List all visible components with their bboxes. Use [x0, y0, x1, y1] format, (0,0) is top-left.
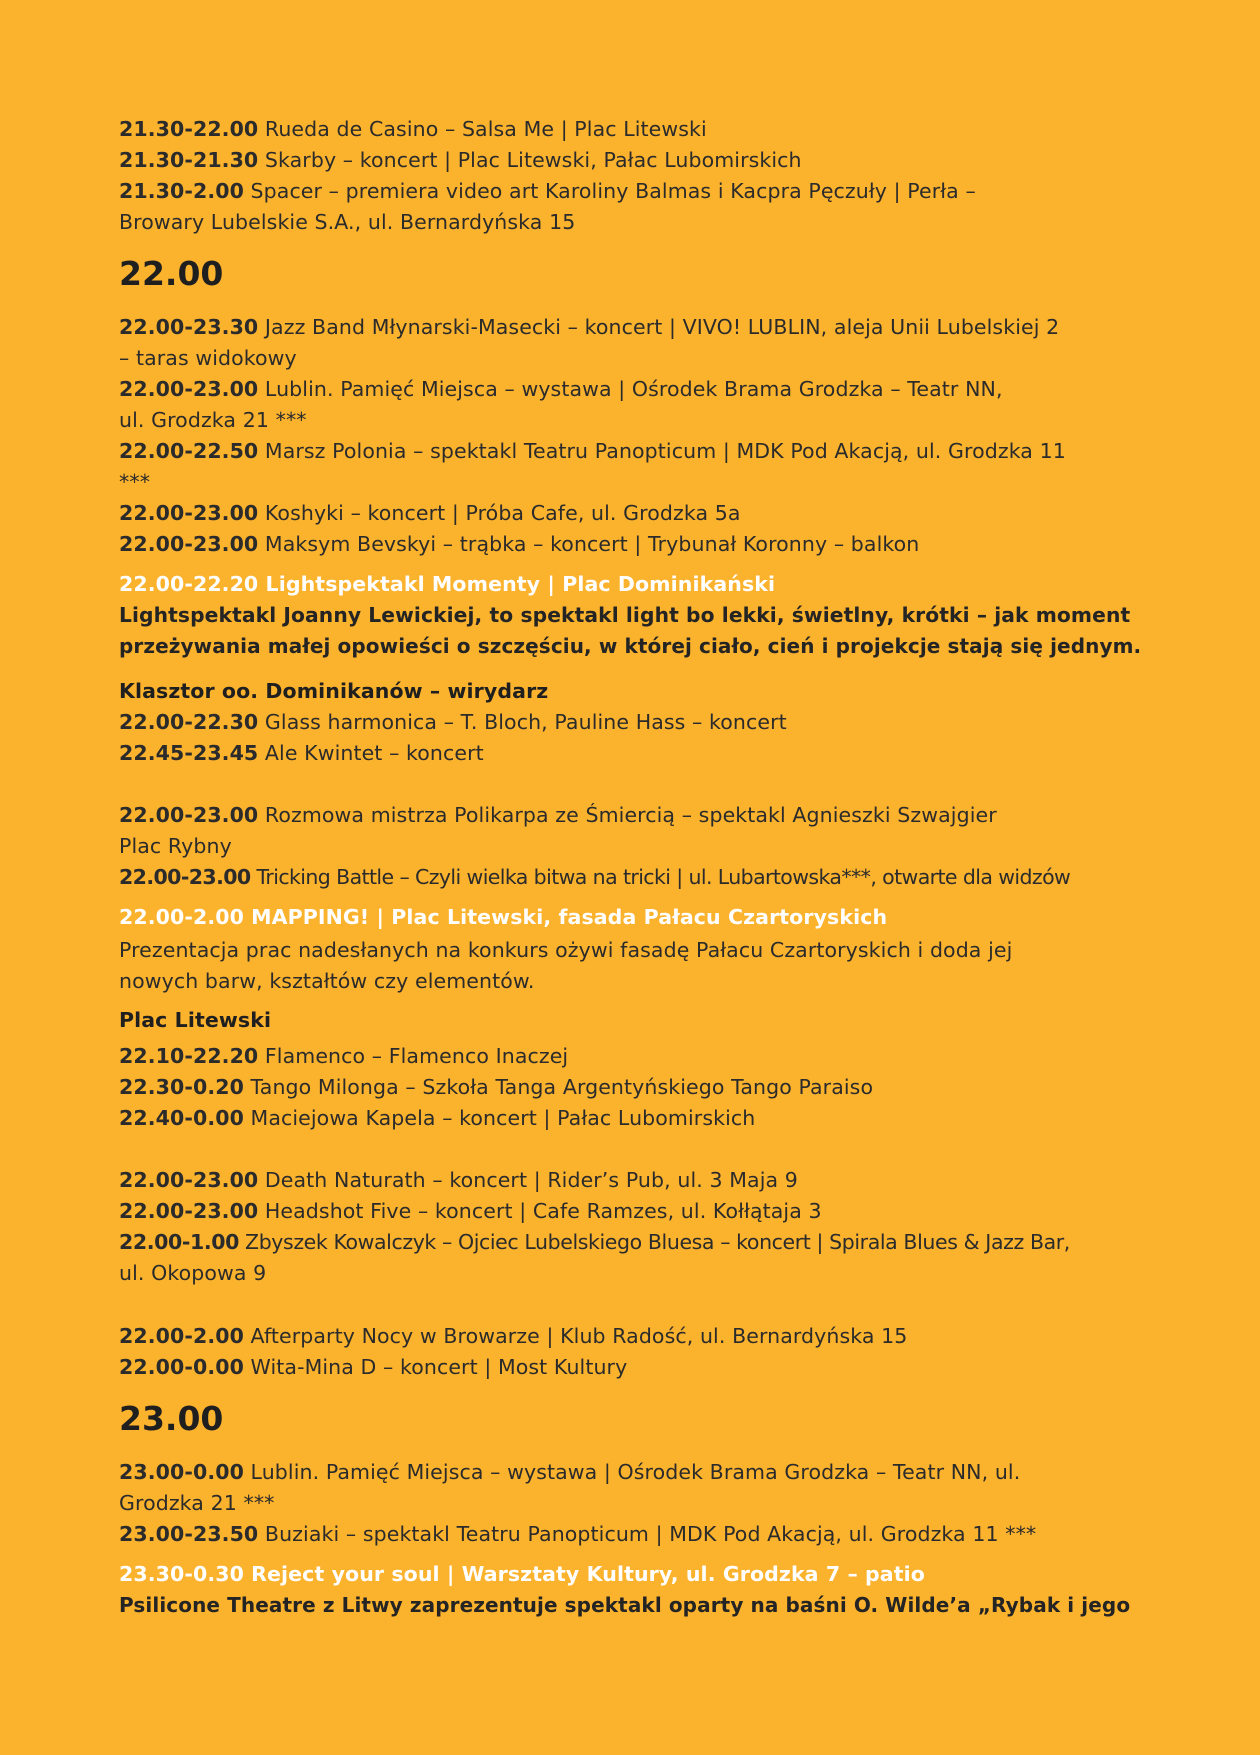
venue-subheading: Klasztor oo. Dominikanów – wirydarz: [119, 679, 549, 703]
event-line-continuation: [119, 467, 150, 498]
event-time: 22.10-22.20: [119, 1044, 259, 1068]
event-time: 21.30-22.00: [119, 117, 259, 141]
hour-heading-2300: 23.00: [119, 1399, 224, 1438]
highlight-event-title: 22.00-2.00 MAPPING! | Plac Litewski, fasada Pałacu Czartoryskich: [119, 905, 888, 929]
highlight-event-title: 22.00-22.20 Lightspektakl Momenty | Plac Dominikański: [119, 572, 776, 596]
event-line-continuation: [119, 207, 575, 238]
event-time: 22.00-23.00: [119, 377, 259, 401]
event-text: Tango Milonga – Szkoła Tanga Argentyńskiego Tango Paraiso: [243, 1075, 874, 1099]
event-text: Wita-Mina D – koncert | Most Kultury: [243, 1355, 628, 1379]
event-line-continuation: [119, 405, 307, 436]
highlight-event-description: przeżywania małej opowieści o szczęściu, w której ciało, cień i projekcje stają się jednym.: [119, 634, 1142, 658]
event-text: Maksym Bevskyi – trąbka – koncert | Trybunał Koronny – balkon: [258, 532, 920, 556]
event-time: 22.00-23.00: [119, 532, 259, 556]
event-line: [119, 498, 741, 529]
event-text: Afterparty Nocy w Browarze | Klub Radość, ul. Bernardyńska 15: [243, 1324, 908, 1348]
hour-heading-2200: 22.00: [119, 254, 224, 293]
event-text: Marsz Polonia – spektakl Teatru Panopticum | MDK Pod Akacją, ul. Grodzka 11: [258, 439, 1066, 463]
event-text: Flamenco – Flamenco Inaczej: [258, 1044, 569, 1068]
highlight-event-title: 23.30-0.30 Reject your soul | Warsztaty Kultury, ul. Grodzka 7 – patio: [119, 1562, 925, 1586]
event-text: Buziaki – spektakl Teatru Panopticum | MDK Pod Akacją, ul. Grodzka 11 ***: [258, 1522, 1037, 1546]
event-line: [119, 1103, 755, 1134]
event-text: Maciejowa Kapela – koncert | Pałac Lubomirskich: [243, 1106, 756, 1130]
event-text: Headshot Five – koncert | Cafe Ramzes, ul. Kołłątaja 3: [258, 1199, 822, 1223]
event-line: [119, 1352, 627, 1383]
event-line: [119, 529, 919, 560]
event-text: Rozmowa mistrza Polikarpa ze Śmiercią – spektakl Agnieszki Szwajgier: [258, 803, 997, 827]
event-time: 22.00-23.30: [119, 315, 259, 339]
event-time: 22.00-22.50: [119, 439, 259, 463]
event-time: 22.00-1.00: [119, 1230, 239, 1254]
event-text: Glass harmonica – T. Bloch, Pauline Hass – koncert: [258, 710, 787, 734]
event-text: Koshyki – koncert | Próba Cafe, ul. Grodzka 5a: [258, 501, 741, 525]
highlight-event-description: nowych barw, kształtów czy elementów.: [119, 969, 535, 993]
event-text: Grodzka 21 ***: [119, 1491, 275, 1515]
event-time: 22.00-22.30: [119, 710, 259, 734]
event-text: Ale Kwintet – koncert: [258, 741, 484, 765]
event-line: [119, 1321, 907, 1352]
event-line-continuation: [119, 1488, 275, 1519]
event-time: 22.30-0.20: [119, 1075, 244, 1099]
event-line: [119, 374, 1003, 405]
event-text: Skarby – koncert | Plac Litewski, Pałac Lubomirskich: [258, 148, 802, 172]
event-text: ul. Okopowa 9: [119, 1261, 267, 1285]
event-line: [119, 800, 997, 831]
event-time: 22.00-0.00: [119, 1355, 244, 1379]
venue-subheading: Plac Litewski: [119, 1008, 272, 1032]
event-time: 22.00-23.00: [119, 1168, 259, 1192]
event-time: 22.00-23.00: [119, 803, 259, 827]
event-text: Tricking Battle – Czyli wielka bitwa na tricki | ul. Lubartowska***, otwarte dla widzów: [250, 865, 1071, 889]
event-text: Jazz Band Młynarski-Masecki – koncert | VIVO! LUBLIN, aleja Unii Lubelskiej 2: [258, 315, 1060, 339]
highlight-event-description: Prezentacja prac nadesłanych na konkurs ożywi fasadę Pałacu Czartoryskich i doda jej: [119, 938, 1013, 962]
event-time: 23.00-23.50: [119, 1522, 259, 1546]
event-line-continuation: [119, 1258, 266, 1289]
event-line: [119, 707, 787, 738]
event-text: Browary Lubelskie S.A., ul. Bernardyńska 15: [119, 210, 576, 234]
event-time: 22.00-2.00: [119, 1324, 244, 1348]
highlight-event-description: Lightspektakl Joanny Lewickiej, to spektakl light bo lekki, świetlny, krótki – jak moment: [119, 603, 1131, 627]
event-line: [119, 145, 802, 176]
event-time: 22.45-23.45: [119, 741, 259, 765]
event-line: [119, 1165, 798, 1196]
event-time: 22.40-0.00: [119, 1106, 244, 1130]
highlight-event-description: Psilicone Theatre z Litwy zaprezentuje spektakl oparty na baśni O. Wilde’a „Rybak i jego: [119, 1593, 1131, 1617]
event-text: Zbyszek Kowalczyk – Ojciec Lubelskiego Bluesa – koncert | Spirala Blues & Jazz Bar,: [238, 1230, 1070, 1254]
event-time: 22.00-23.00: [119, 501, 259, 525]
event-text: Lublin. Pamięć Miejsca – wystawa | Ośrodek Brama Grodzka – Teatr NN, ul.: [243, 1460, 1021, 1484]
event-line: [119, 176, 976, 207]
event-time: 23.00-0.00: [119, 1460, 244, 1484]
event-text: Plac Rybny: [119, 834, 232, 858]
event-line: [119, 312, 1059, 343]
event-time: 22.00-23.00: [119, 1199, 259, 1223]
event-text: ul. Grodzka 21 ***: [119, 408, 307, 432]
event-line: [119, 436, 1066, 467]
event-line-continuation: [119, 343, 297, 374]
event-time: 21.30-2.00: [119, 179, 244, 203]
event-line: [119, 1519, 1036, 1550]
event-line: [119, 738, 484, 769]
event-line: [119, 1196, 822, 1227]
event-line: [119, 114, 707, 145]
event-text: Death Naturath – koncert | Rider’s Pub, ul. 3 Maja 9: [258, 1168, 798, 1192]
event-line: [119, 1227, 1070, 1258]
event-line-continuation: [119, 831, 232, 862]
event-text: Spacer – premiera video art Karoliny Balmas i Kacpra Pęczuły | Perła –: [243, 179, 976, 203]
event-text: ***: [119, 470, 151, 494]
event-time: 22.00-23.00: [119, 865, 251, 889]
event-text: Rueda de Casino – Salsa Me | Plac Litewski: [258, 117, 707, 141]
event-line: [119, 1072, 873, 1103]
event-time: 21.30-21.30: [119, 148, 259, 172]
event-text: Lublin. Pamięć Miejsca – wystawa | Ośrodek Brama Grodzka – Teatr NN,: [258, 377, 1003, 401]
event-line: [119, 862, 1070, 893]
event-line: [119, 1041, 568, 1072]
event-text: – taras widokowy: [119, 346, 297, 370]
event-line: [119, 1457, 1020, 1488]
